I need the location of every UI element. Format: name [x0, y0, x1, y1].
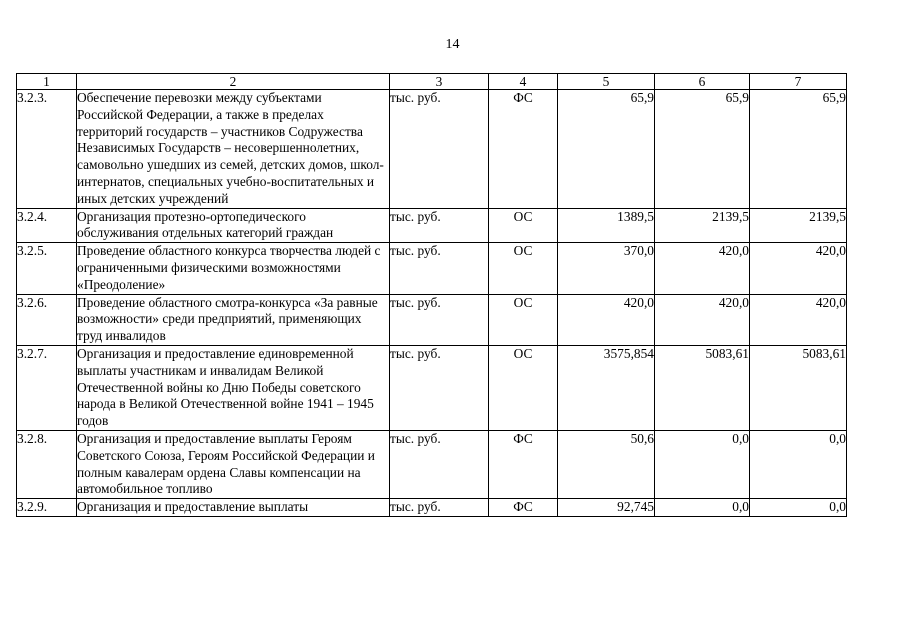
item-value-col5: 420,0	[558, 294, 655, 345]
column-header: 2	[77, 74, 390, 90]
column-header: 6	[655, 74, 750, 90]
item-value-col5: 3575,854	[558, 345, 655, 430]
item-value-col6: 0,0	[655, 499, 750, 517]
item-unit: тыс. руб.	[390, 243, 489, 294]
item-value-col6: 420,0	[655, 294, 750, 345]
item-number: 3.2.8.	[17, 430, 77, 498]
item-unit: тыс. руб.	[390, 499, 489, 517]
item-unit: тыс. руб.	[390, 294, 489, 345]
item-unit: тыс. руб.	[390, 90, 489, 209]
table-row	[17, 294, 847, 345]
item-value-col7: 0,0	[750, 430, 847, 498]
item-value-col7: 0,0	[750, 499, 847, 517]
item-value-col6: 420,0	[655, 243, 750, 294]
item-number: 3.2.3.	[17, 90, 77, 209]
table-row	[17, 208, 847, 243]
item-source: ОС	[489, 345, 558, 430]
item-value-col7: 65,9	[750, 90, 847, 209]
item-name: Проведение областного конкурса творчества людей с ограниченными физическими возможностями «Преодоление»	[77, 243, 390, 294]
column-header: 1	[17, 74, 77, 90]
item-source: ФС	[489, 430, 558, 498]
item-unit: тыс. руб.	[390, 430, 489, 498]
budget-table	[16, 73, 847, 517]
item-number: 3.2.5.	[17, 243, 77, 294]
table-row	[17, 499, 847, 517]
column-header: 5	[558, 74, 655, 90]
item-source: ОС	[489, 294, 558, 345]
item-number: 3.2.4.	[17, 208, 77, 243]
item-unit: тыс. руб.	[390, 345, 489, 430]
item-source: ОС	[489, 243, 558, 294]
item-value-col7: 420,0	[750, 243, 847, 294]
item-name: Организация и предоставление выплаты	[77, 499, 390, 517]
item-number: 3.2.9.	[17, 499, 77, 517]
item-value-col5: 370,0	[558, 243, 655, 294]
item-value-col5: 65,9	[558, 90, 655, 209]
item-name: Организация и предоставление единовременной выплаты участникам и инвалидам Великой Отечественной войны ко Дню Победы советского народа в Великой Отечественной войне 1941 – 1945 годов	[77, 345, 390, 430]
item-unit: тыс. руб.	[390, 208, 489, 243]
item-value-col5: 50,6	[558, 430, 655, 498]
item-source: ОС	[489, 208, 558, 243]
header-row	[17, 74, 847, 90]
table-row	[17, 345, 847, 430]
item-value-col6: 5083,61	[655, 345, 750, 430]
item-source: ФС	[489, 90, 558, 209]
column-header: 7	[750, 74, 847, 90]
table-row	[17, 90, 847, 209]
item-value-col5: 92,745	[558, 499, 655, 517]
table-row	[17, 430, 847, 498]
column-header: 4	[489, 74, 558, 90]
item-value-col7: 5083,61	[750, 345, 847, 430]
item-value-col6: 0,0	[655, 430, 750, 498]
item-name: Организация и предоставление выплаты Героям Советского Союза, Героям Российской Федерации и полным кавалерам ордена Славы компенсации на автомобильное топливо	[77, 430, 390, 498]
item-name: Обеспечение перевозки между субъектами Российской Федерации, а также в пределах территорий государств – участников Содружества Независимых Государств – несовершеннолетних, самовольно ушедших из семей, детских домов, школ-интернатов, специальных учебно-воспитательных и иных детских учреждений	[77, 90, 390, 209]
item-value-col5: 1389,5	[558, 208, 655, 243]
column-header: 3	[390, 74, 489, 90]
item-value-col7: 2139,5	[750, 208, 847, 243]
item-value-col6: 2139,5	[655, 208, 750, 243]
item-value-col6: 65,9	[655, 90, 750, 209]
item-name: Организация протезно-ортопедического обслуживания отдельных категорий граждан	[77, 208, 390, 243]
item-number: 3.2.6.	[17, 294, 77, 345]
table-row	[17, 243, 847, 294]
item-value-col7: 420,0	[750, 294, 847, 345]
item-number: 3.2.7.	[17, 345, 77, 430]
item-name: Проведение областного смотра-конкурса «За равные возможности» среди предприятий, применяющих труд инвалидов	[77, 294, 390, 345]
page-number: 14	[445, 37, 460, 52]
item-source: ФС	[489, 499, 558, 517]
